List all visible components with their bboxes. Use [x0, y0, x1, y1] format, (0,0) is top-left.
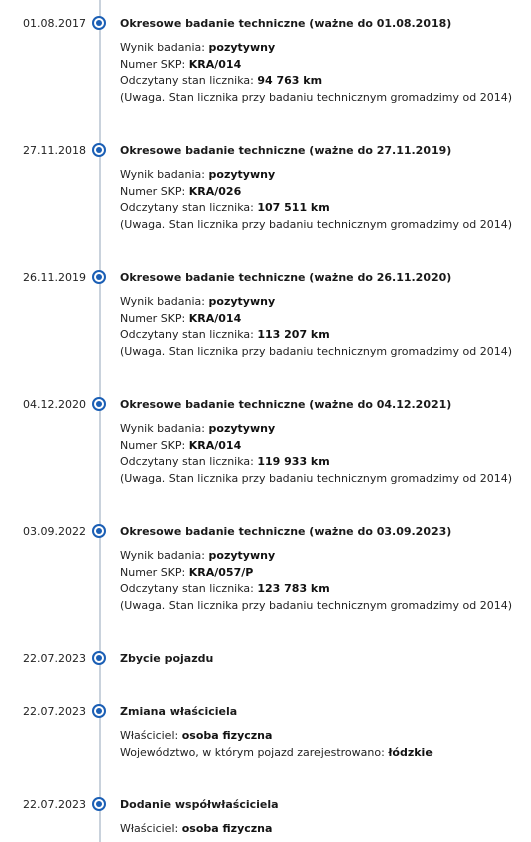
detail-line: [120, 745, 433, 762]
detail-value: KRA/014: [188, 57, 242, 71]
entry-title: Okresowe badanie techniczne (ważne do 01.08.2018): [120, 17, 452, 30]
timeline-dot-icon: [92, 651, 106, 665]
detail-line: [120, 565, 512, 582]
entry-title: Zmiana właściciela: [120, 705, 238, 718]
detail-line: [120, 821, 272, 838]
detail-line: [120, 311, 512, 328]
timeline-dot-icon: [92, 397, 106, 411]
detail-value: 119 933 km: [257, 455, 330, 468]
detail-line: [120, 581, 512, 598]
entry-title: Dodanie współwłaściciela: [120, 798, 279, 811]
timeline-dot-icon: [92, 143, 106, 157]
detail-line: [120, 217, 512, 234]
entry-title: Okresowe badanie techniczne (ważne do 04.12.2021): [120, 398, 452, 411]
detail-line: [120, 200, 512, 217]
detail-line: [120, 344, 512, 361]
detail-value: 123 783 km: [257, 582, 330, 595]
entry-details: [120, 167, 512, 233]
detail-value: pozytywny: [208, 168, 276, 181]
entry-date: 01.08.2017: [23, 17, 86, 30]
detail-value: pozytywny: [208, 549, 276, 562]
detail-line: [120, 471, 512, 488]
detail-label: Województwo, w którym pojazd zarejestrowano:: [120, 745, 385, 759]
detail-label: Odczytany stan licznika:: [120, 201, 254, 214]
detail-line: [120, 598, 512, 615]
detail-line: [120, 438, 512, 455]
entry-details: [120, 728, 433, 761]
detail-label: Odczytany stan licznika:: [120, 328, 254, 341]
entry-details: [120, 294, 512, 360]
detail-label: Odczytany stan licznika:: [120, 74, 254, 87]
timeline-dot-icon: [92, 270, 106, 284]
detail-label: Właściciel:: [120, 822, 179, 835]
entry-details: [120, 40, 512, 106]
detail-value: osoba fizyczna: [181, 729, 273, 742]
detail-line: [120, 728, 433, 745]
entry-title: Okresowe badanie techniczne (ważne do 26.11.2020): [120, 271, 452, 284]
detail-line: [120, 548, 512, 565]
timeline-dot-icon: [92, 704, 106, 718]
detail-label: (Uwaga. Stan licznika przy badaniu technicznym gromadzimy od 2014): [120, 90, 513, 104]
entry-title: Zbycie pojazdu: [120, 652, 214, 665]
detail-value: pozytywny: [208, 422, 276, 435]
detail-value: 113 207 km: [257, 328, 330, 341]
entry-title: Okresowe badanie techniczne (ważne do 27.11.2019): [120, 144, 452, 157]
detail-value: pozytywny: [208, 295, 276, 308]
detail-value: KRA/014: [188, 438, 242, 452]
detail-value: 107 511 km: [257, 201, 330, 214]
detail-value: KRA/026: [188, 184, 242, 198]
detail-line: [120, 167, 512, 184]
detail-label: (Uwaga. Stan licznika przy badaniu technicznym gromadzimy od 2014): [120, 471, 513, 485]
entry-details: [120, 821, 272, 838]
entry-date: 27.11.2018: [23, 144, 86, 157]
detail-line: [120, 327, 512, 344]
detail-label: Wynik badania:: [120, 295, 206, 308]
detail-value: osoba fizyczna: [181, 822, 273, 835]
detail-line: [120, 40, 512, 57]
timeline-dot-icon: [92, 797, 106, 811]
detail-label: Numer SKP:: [120, 57, 186, 71]
detail-value: KRA/014: [188, 311, 242, 325]
detail-label: (Uwaga. Stan licznika przy badaniu technicznym gromadzimy od 2014): [120, 344, 513, 358]
detail-label: Właściciel:: [120, 729, 179, 742]
timeline-dot-icon: [92, 524, 106, 538]
entry-date: 22.07.2023: [23, 652, 86, 665]
entry-date: 03.09.2022: [23, 525, 86, 538]
detail-label: Numer SKP:: [120, 184, 186, 198]
detail-line: [120, 184, 512, 201]
entry-details: [120, 421, 512, 487]
detail-line: [120, 57, 512, 74]
entry-date: 22.07.2023: [23, 798, 86, 811]
detail-line: [120, 73, 512, 90]
entry-title: Okresowe badanie techniczne (ważne do 03.09.2023): [120, 525, 452, 538]
detail-line: [120, 90, 512, 107]
entry-date: 22.07.2023: [23, 705, 86, 718]
timeline-dot-icon: [92, 16, 106, 30]
detail-line: [120, 421, 512, 438]
detail-value: łódzkie: [388, 745, 433, 759]
detail-label: Odczytany stan licznika:: [120, 455, 254, 468]
detail-label: Numer SKP:: [120, 565, 186, 579]
detail-label: (Uwaga. Stan licznika przy badaniu technicznym gromadzimy od 2014): [120, 217, 513, 231]
detail-label: Wynik badania:: [120, 41, 206, 54]
detail-value: KRA/057/P: [188, 565, 254, 579]
detail-label: Wynik badania:: [120, 549, 206, 562]
detail-value: pozytywny: [208, 41, 276, 54]
detail-label: Numer SKP:: [120, 438, 186, 452]
detail-label: Odczytany stan licznika:: [120, 582, 254, 595]
detail-line: [120, 454, 512, 471]
entry-details: [120, 548, 512, 614]
detail-label: Numer SKP:: [120, 311, 186, 325]
detail-label: Wynik badania:: [120, 168, 206, 181]
detail-label: (Uwaga. Stan licznika przy badaniu technicznym gromadzimy od 2014): [120, 598, 513, 612]
entry-date: 04.12.2020: [23, 398, 86, 411]
detail-value: 94 763 km: [257, 74, 323, 87]
entry-date: 26.11.2019: [23, 271, 86, 284]
detail-line: [120, 294, 512, 311]
detail-label: Wynik badania:: [120, 422, 206, 435]
